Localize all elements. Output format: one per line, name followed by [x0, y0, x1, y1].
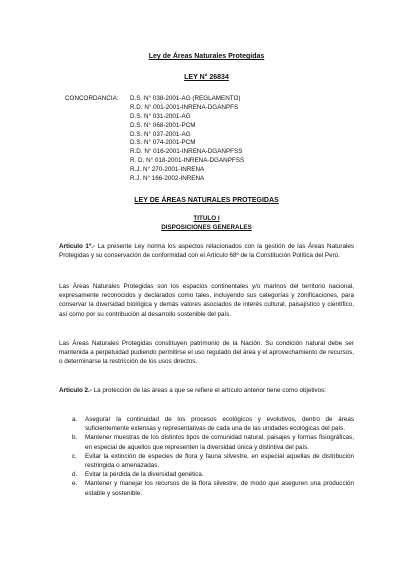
concordancia-row	[65, 103, 365, 112]
concordancia-row	[65, 147, 365, 156]
articulo-1	[59, 242, 354, 260]
law-heading: LEY DE ÁREAS NATURALES PROTEGIDAS	[134, 197, 279, 204]
document-title: Ley de Áreas Naturales Protegidas	[148, 53, 265, 60]
articulo-1-label: Artículo 1º.-	[59, 243, 96, 250]
articulo-2-label: Artículo 2.-	[59, 387, 92, 394]
law-number: LEY N° 26834	[184, 74, 229, 81]
concordancia-item: R.D. N° 001-2001-INRENA-DGANPFS	[130, 103, 239, 111]
concordancia-item: D.S. N° 038-2001-AG (REGLAMENTO)	[130, 95, 241, 102]
paragraph-2: Las Áreas Naturales Protegidas son los espacios continentales y/o marinos del territorio nacional, expresamente reconocidos y declarados como tales, incluyendo sus categorías y zonificaciones, para conservar la diversidad biológica y demás valores asociados de interés cultural, paisajístico y científico, así como por su contribución al desarrollo sostenible del país.	[59, 283, 354, 318]
list-item	[72, 415, 354, 433]
list-marker: a.	[72, 416, 78, 423]
concordancia-label: CONCORDANCIA:	[65, 95, 119, 102]
concordancia-row	[65, 138, 365, 147]
concordancia-item: D.S. N° 068-2001-PCM	[130, 121, 196, 129]
list-item	[72, 452, 354, 470]
articulo-1-text: La presente Ley norma los aspectos relacionados con la gestión de las Áreas Naturales Protegidas y su conservación de conformidad con el Artículo 68º de la Constitución Política del Perú.	[59, 243, 354, 260]
concordancia-item: D.S. N° 037-2001-AG	[130, 130, 191, 138]
list-marker: b.	[72, 434, 78, 442]
list-marker: d.	[72, 471, 78, 479]
paragraph-3: Las Áreas Naturales Protegidas constituyen patrimonio de la Nación. Su condición natural debe ser mantenida a perpetuidad pudiendo permitirse el uso regulado del área y el aprovechamiento de recursos, o determinarse la restricción de los usos directos.	[59, 340, 354, 366]
concordancia-row	[65, 165, 365, 174]
articulo-2	[59, 386, 354, 395]
concordancia-row	[65, 121, 365, 130]
articulo-2-text: La protección de las áreas a que se refiere el artículo anterior tiene como objetivos:	[91, 387, 327, 394]
concordancia-item: R. D. N° 018-2001-INRENA-DGANPFSS	[130, 157, 245, 165]
concordancia-item: D.S. N° 031-2001-AG	[130, 112, 191, 120]
concordancia-row	[65, 112, 365, 121]
concordancia-row	[65, 94, 365, 103]
concordancia-item: R.J. N° 270-2001-INRENA	[130, 166, 205, 174]
objetivos-list	[72, 415, 354, 498]
concordancia-row	[65, 130, 365, 139]
concordancia-item: R.J. N° 166-2002-INRENA	[130, 175, 205, 183]
list-marker: e.	[72, 480, 78, 488]
list-item	[72, 470, 354, 479]
list-item	[72, 433, 354, 451]
concordancia-item: R.D. N° 016-2001-INRENA-DGANPFSS	[130, 148, 243, 156]
concordancia-row	[65, 174, 365, 183]
list-item-text: Mantener muestras de los distintos tipos de comunidad natural, paisajes y formas fisiográficas, en especial de aquellos que representen la diversidad única y distintiva del país.	[85, 434, 354, 451]
titulo-heading: TITULO I	[193, 215, 220, 222]
list-marker: c.	[72, 452, 77, 460]
concordancia-row	[65, 156, 365, 165]
list-item-text: Evitar la extinción de especies de flora y fauna silvestre, en especial aquellas de distribución restringida o amenazadas.	[85, 452, 354, 470]
disposiciones-heading: DISPOSICIONES GENERALES	[161, 224, 252, 231]
concordancia-block	[65, 94, 365, 183]
list-item-text: Asegurar la continuidad de los procesos ecológicos y evolutivos, dentro de áreas suficientemente extensas y representativas de cada una de las unidades ecológicas del país.	[85, 416, 354, 433]
concordancia-item: D.S. N° 074-2001-PCM	[130, 139, 196, 147]
list-item-text: Mantener y manejar los recursos de la flora silvestre, de modo que aseguren una producción estable y sostenible.	[85, 480, 354, 497]
list-item	[72, 479, 354, 497]
list-item-text: Evitar la pérdida de la diversidad genética.	[85, 471, 204, 479]
